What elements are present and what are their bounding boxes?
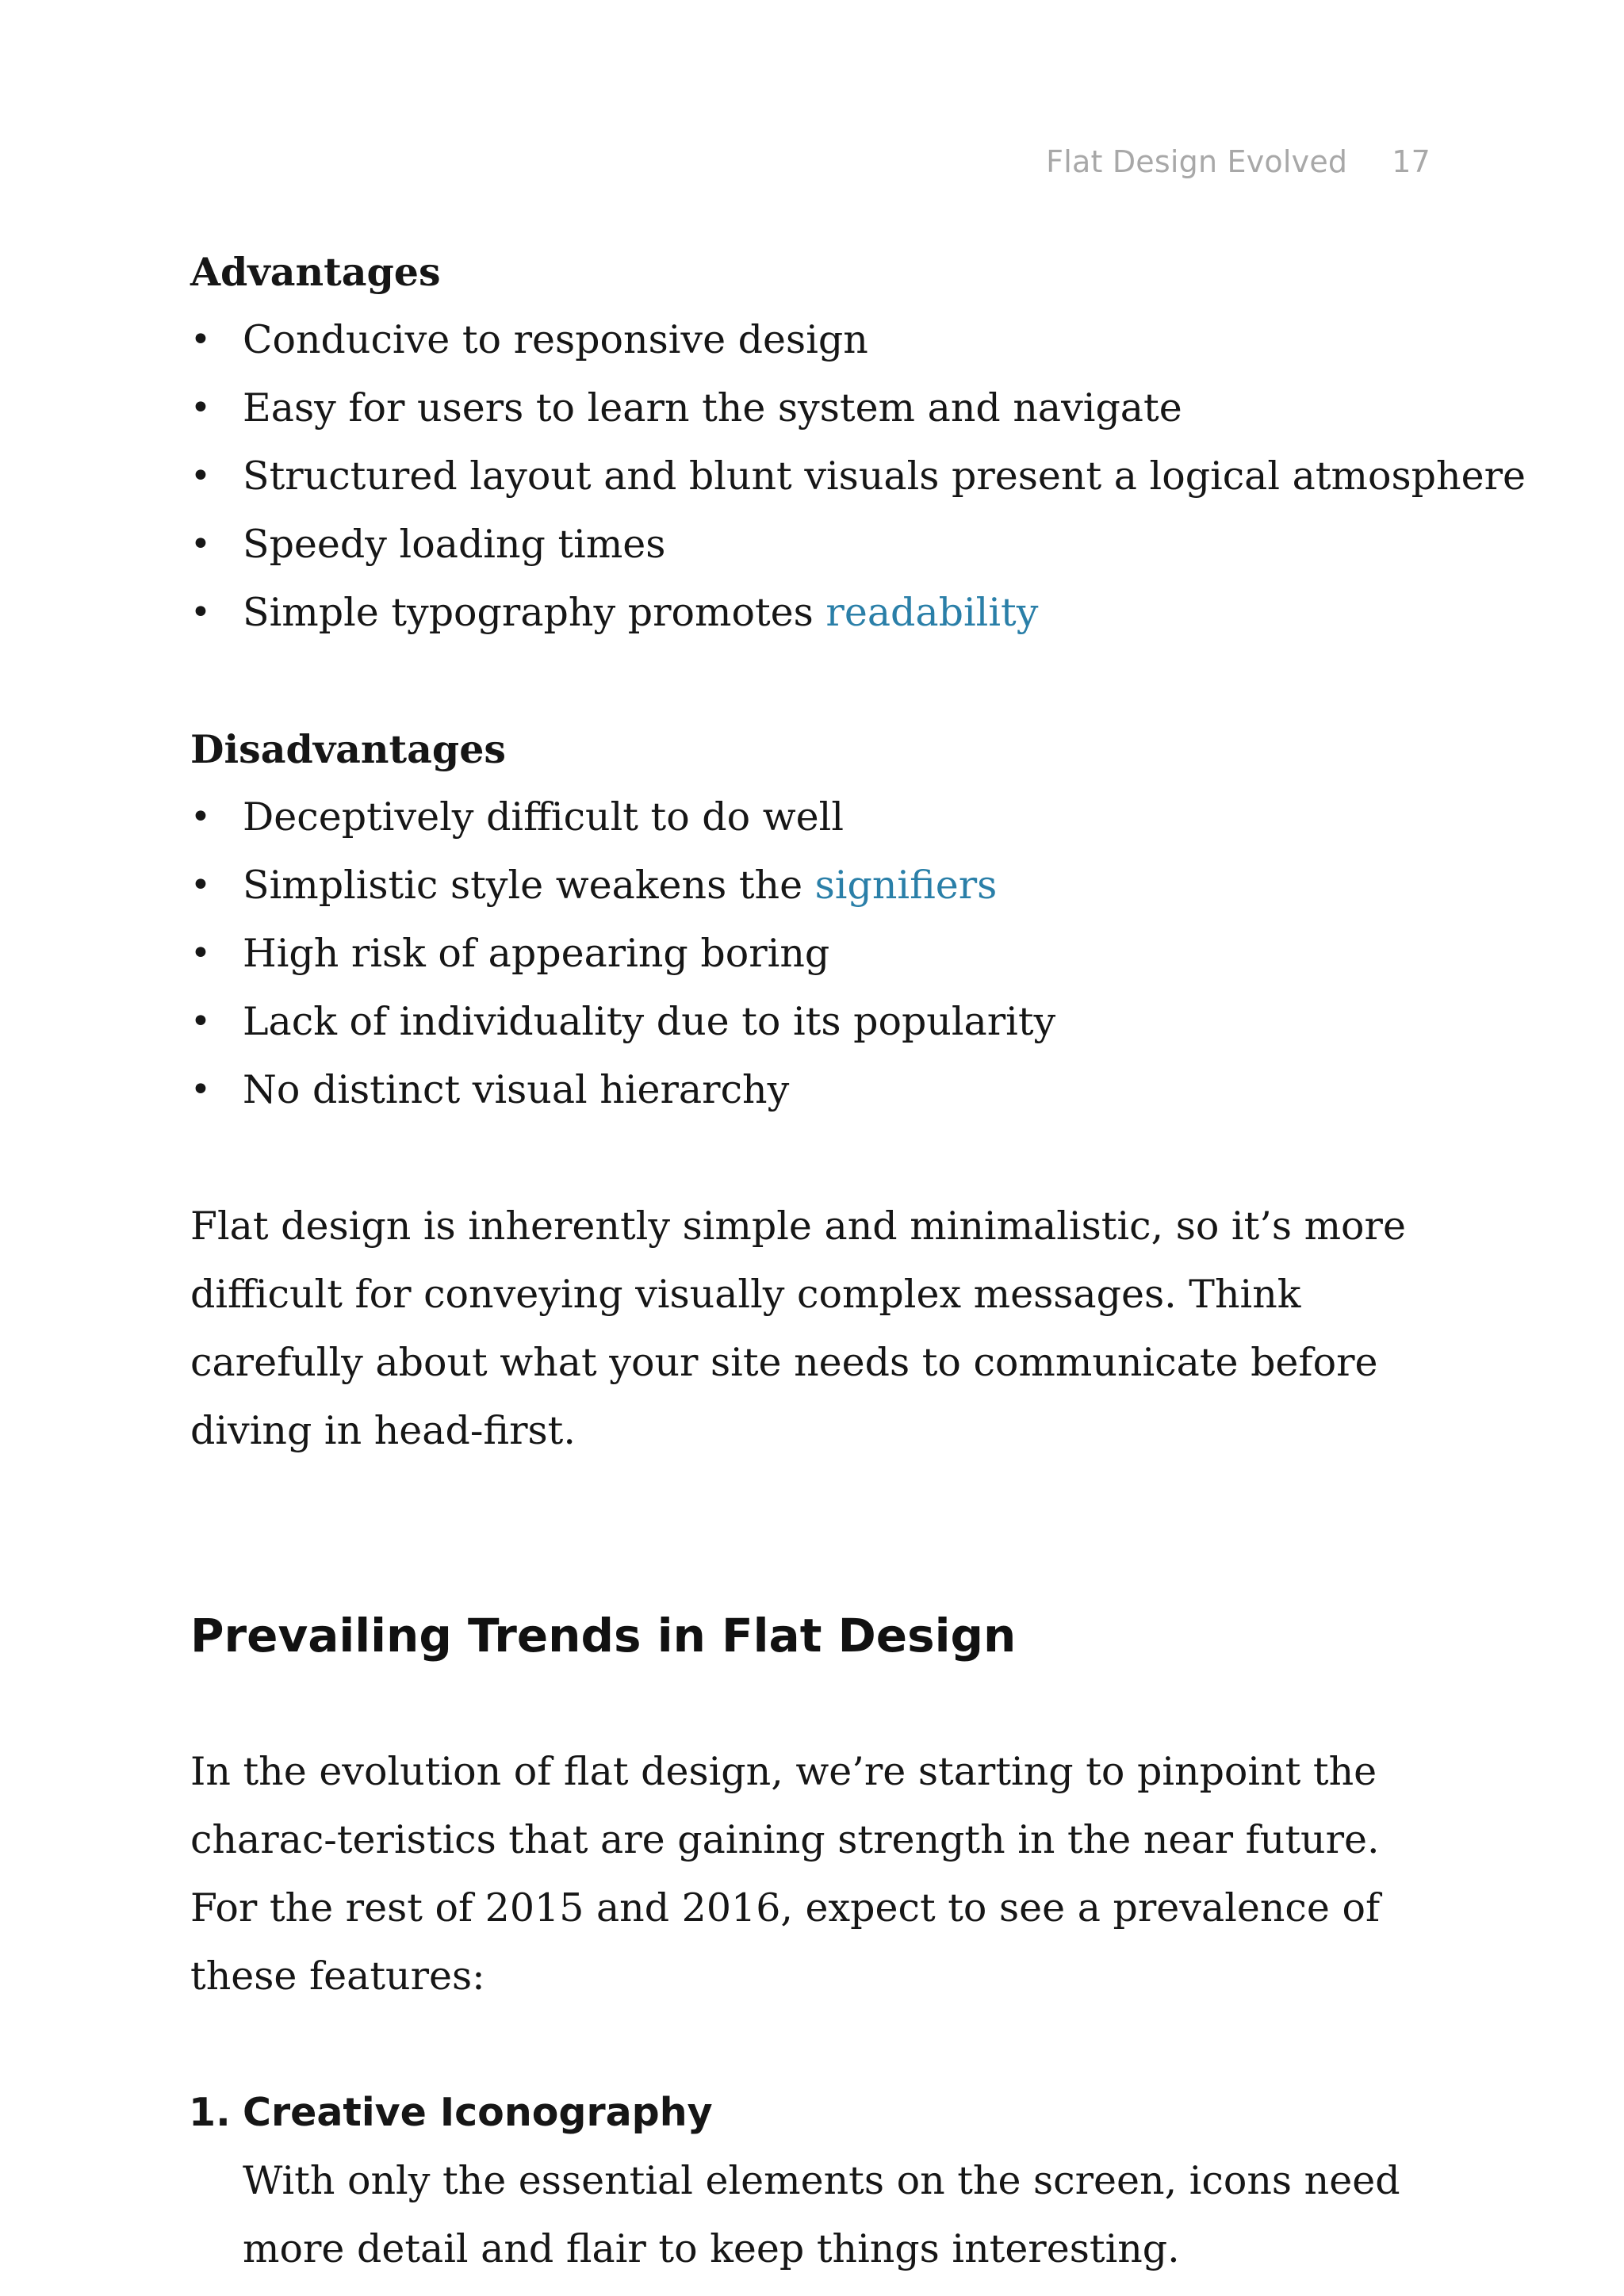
advantages-list (190, 306, 1526, 647)
page-number: 17 (1392, 144, 1431, 179)
list-item (190, 851, 1443, 920)
list-item (190, 511, 1443, 579)
section-intro: In the evolution of flat design, we’re starting to pinpoint the charac-teristics that are gaining strength in the near future. For the rest of 2015 and 2016, expect to see a prevalence of these features: (190, 1749, 1381, 1999)
section-title: Prevailing Trends in Flat Design (190, 1609, 1017, 1663)
bullet-icon: • (190, 524, 211, 564)
list-item-text: Deceptively difficult to do well (243, 794, 845, 840)
list-item (190, 374, 1443, 442)
bullet-icon: • (190, 456, 211, 496)
list-item-text: Lack of individuality due to its popularity (243, 999, 1056, 1044)
list-item-text: Speedy loading times (243, 522, 666, 567)
list-item (190, 920, 1443, 988)
list-item-text: No distinct visual hierarchy (243, 1067, 790, 1112)
running-title: Flat Design Evolved (1046, 144, 1348, 179)
readability-link[interactable]: readability (825, 590, 1039, 635)
bullet-icon: • (190, 797, 211, 837)
bullet-icon: • (190, 933, 211, 974)
bullet-icon: • (190, 1001, 211, 1042)
bullet-icon: • (190, 592, 211, 633)
trend-item (190, 2079, 1443, 2283)
list-item-text: High risk of appearing boring (243, 931, 830, 976)
summary-paragraph: Flat design is inherently simple and minimalistic, so it’s more difficult for conveying visually complex messages. Think carefully about what your site needs to communicate before diving in head-first. (190, 1203, 1406, 1453)
bullet-icon: • (190, 865, 211, 905)
bullet-icon: • (190, 388, 211, 428)
running-header (1046, 144, 1431, 179)
disadvantages-heading: Disadvantages (190, 726, 506, 772)
signifiers-link[interactable]: signifiers (814, 863, 998, 908)
list-item (190, 783, 1443, 851)
trend-number: 1. (189, 2090, 231, 2135)
list-item (190, 1056, 1443, 1124)
list-item-text: Easy for users to learn the system and navigate (243, 385, 1182, 430)
list-item-text: Simplistic style weakens the (243, 863, 815, 908)
list-item-text: Conducive to responsive design (243, 317, 868, 362)
list-item-text: Simple typography promotes (243, 590, 826, 635)
bullet-icon: • (190, 1070, 211, 1110)
list-item (190, 579, 1443, 647)
trend-title: Creative Iconography (243, 2090, 713, 2135)
list-item-text: Structured layout and blunt visuals present a logical atmosphere (243, 453, 1526, 499)
page-content (189, 238, 1526, 2283)
bullet-icon: • (190, 320, 211, 360)
list-item (190, 306, 1443, 374)
disadvantages-list (190, 783, 1443, 1124)
advantages-heading: Advantages (190, 249, 441, 295)
list-item (190, 442, 1526, 511)
list-item (190, 988, 1443, 1056)
trend-body: With only the essential elements on the screen, icons need more detail and flair to keep things interesting. (243, 2158, 1400, 2271)
